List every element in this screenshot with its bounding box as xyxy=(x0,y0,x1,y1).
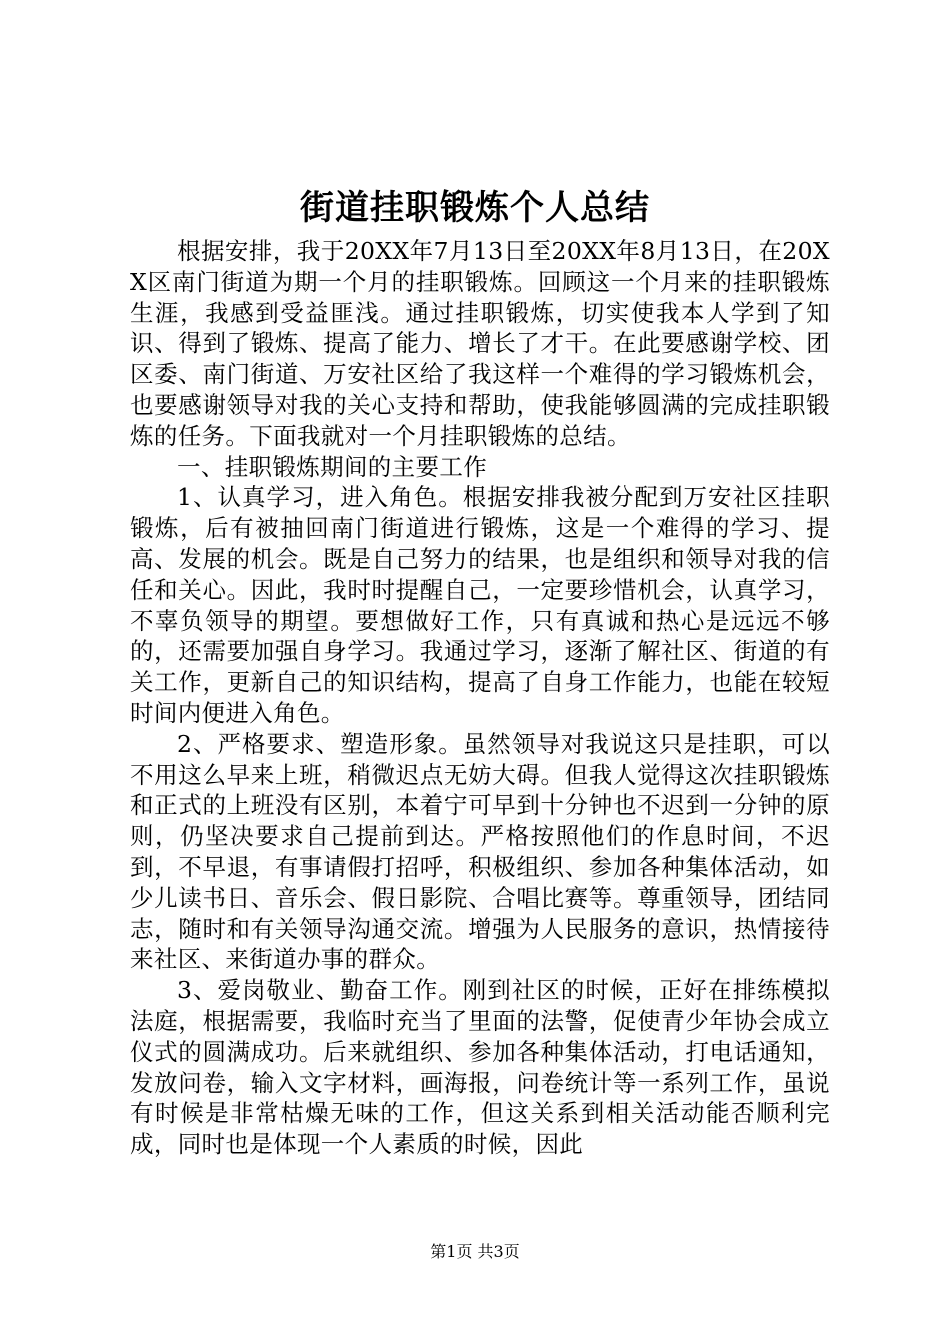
paragraph-item-2: 2、严格要求、塑造形象。虽然领导对我说这只是挂职，可以不用这么早来上班，稍微迟点无妨大碍。但我人觉得这次挂职锻炼和正式的上班没有区别，本着宁可早到十分钟也不迟到一分钟的原则，仍坚决要求自己提前到达。严格按照他们的作息时间，不迟到，不早退，有事请假打招呼，积极组织、参加各种集体活动，如少儿读书日、音乐会、假日影院、合唱比赛等。尊重领导，团结同志，随时和有关领导沟通交流。增强为人民服务的意识，热情接待来社区、来街道办事的群众。 xyxy=(130,729,830,974)
section-heading-main-work: 一、挂职锻炼期间的主要工作 xyxy=(177,452,488,481)
page-footer: 第1页 共3页 xyxy=(430,1242,520,1261)
paragraph-item-3: 3、爱岗敬业、勤奋工作。刚到社区的时候，正好在排练模拟法庭，根据需要，我临时充当了里面的法警，促使青少年协会成立仪式的圆满成功。后来就组织、参加各种集体活动，打电话通知，发放问卷，输入文字材料，画海报，问卷统计等一系列工作，虽说有时候是非常枯燥无味的工作，但这关系到相关活动能否顺利完成，同时也是体现一个人素质的时候，因此 xyxy=(130,976,830,1159)
document-body xyxy=(130,236,830,1160)
paragraph-intro: 根据安排，我于20XX年7月13日至20XX年8月13日，在20XX区南门街道为期一个月的挂职锻炼。回顾这一个月来的挂职锻炼生涯，我感到受益匪浅。通过挂职锻炼，切实使我本人学到了知识、得到了锻炼、提高了能力、增长了才干。在此要感谢学校、团区委、南门街道、万安社区给了我这样一个难得的学习锻炼机会，也要感谢领导对我的关心支持和帮助，使我能够圆满的完成挂职锻炼的任务。下面我就对一个月挂职锻炼的总结。 xyxy=(130,237,830,450)
document-title: 街道挂职锻炼个人总结 xyxy=(300,188,650,228)
paragraph-item-1: 1、认真学习，进入角色。根据安排我被分配到万安社区挂职锻炼，后有被抽回南门街道进行锻炼，这是一个难得的学习、提高、发展的机会。既是自己努力的结果，也是组织和领导对我的信任和关心。因此，我时时提醒自己，一定要珍惜机会，认真学习，不辜负领导的期望。要想做好工作，只有真诚和热心是远远不够的，还需要加强自身学习。我通过学习，逐渐了解社区、街道的有关工作，更新自己的知识结构，提高了自身工作能力，也能在较短时间内便进入角色。 xyxy=(130,483,830,727)
